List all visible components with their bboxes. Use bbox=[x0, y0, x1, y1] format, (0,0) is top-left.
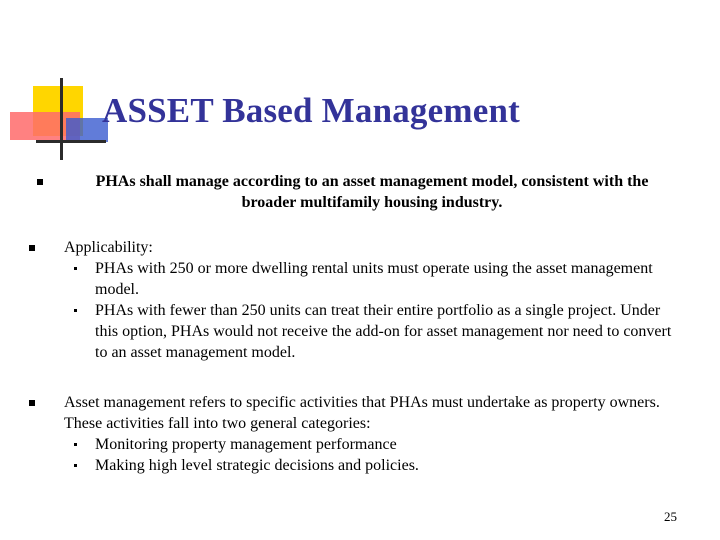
sub-bullet-text: Making high level strategic decisions and policies. bbox=[95, 457, 419, 474]
bullet-2-block bbox=[64, 237, 684, 363]
bullet-3-block bbox=[64, 392, 694, 476]
dot-bullet-icon bbox=[74, 267, 77, 270]
sub-bullet-item bbox=[64, 258, 684, 300]
sub-bullet-item bbox=[64, 455, 694, 476]
sub-bullet-text: Monitoring property management performance bbox=[95, 436, 397, 453]
slide-logo-decoration bbox=[0, 0, 110, 170]
square-bullet-icon bbox=[37, 179, 43, 185]
bullet-3-text: Asset management refers to specific activities that PHAs must undertake as property owners. These activities fall into two general categories: bbox=[64, 394, 660, 432]
logo-vertical-line bbox=[60, 78, 63, 160]
square-bullet-icon bbox=[29, 245, 35, 251]
dot-bullet-icon bbox=[74, 443, 77, 446]
dot-bullet-icon bbox=[74, 464, 77, 467]
page-number: 25 bbox=[664, 509, 677, 524]
bullet-2-text: Applicability: bbox=[64, 239, 153, 256]
sub-bullet-text: PHAs with 250 or more dwelling rental units must operate using the asset management model. bbox=[95, 260, 653, 298]
dot-bullet-icon bbox=[74, 309, 77, 312]
slide-title: ASSET Based Management bbox=[102, 91, 520, 130]
sub-bullet-item bbox=[64, 300, 684, 363]
sub-bullet-text: PHAs with fewer than 250 units can treat their entire portfolio as a single project. Under this option, PHAs would not receive the add-on for asset management nor need to convert to an asset management model. bbox=[95, 302, 672, 361]
sub-bullet-item bbox=[64, 434, 694, 455]
bullet-1-text: PHAs shall manage according to an asset management model, consistent with the broader multifamily housing industry. bbox=[95, 173, 649, 211]
logo-horizontal-line bbox=[36, 140, 106, 143]
square-bullet-icon bbox=[29, 400, 35, 406]
